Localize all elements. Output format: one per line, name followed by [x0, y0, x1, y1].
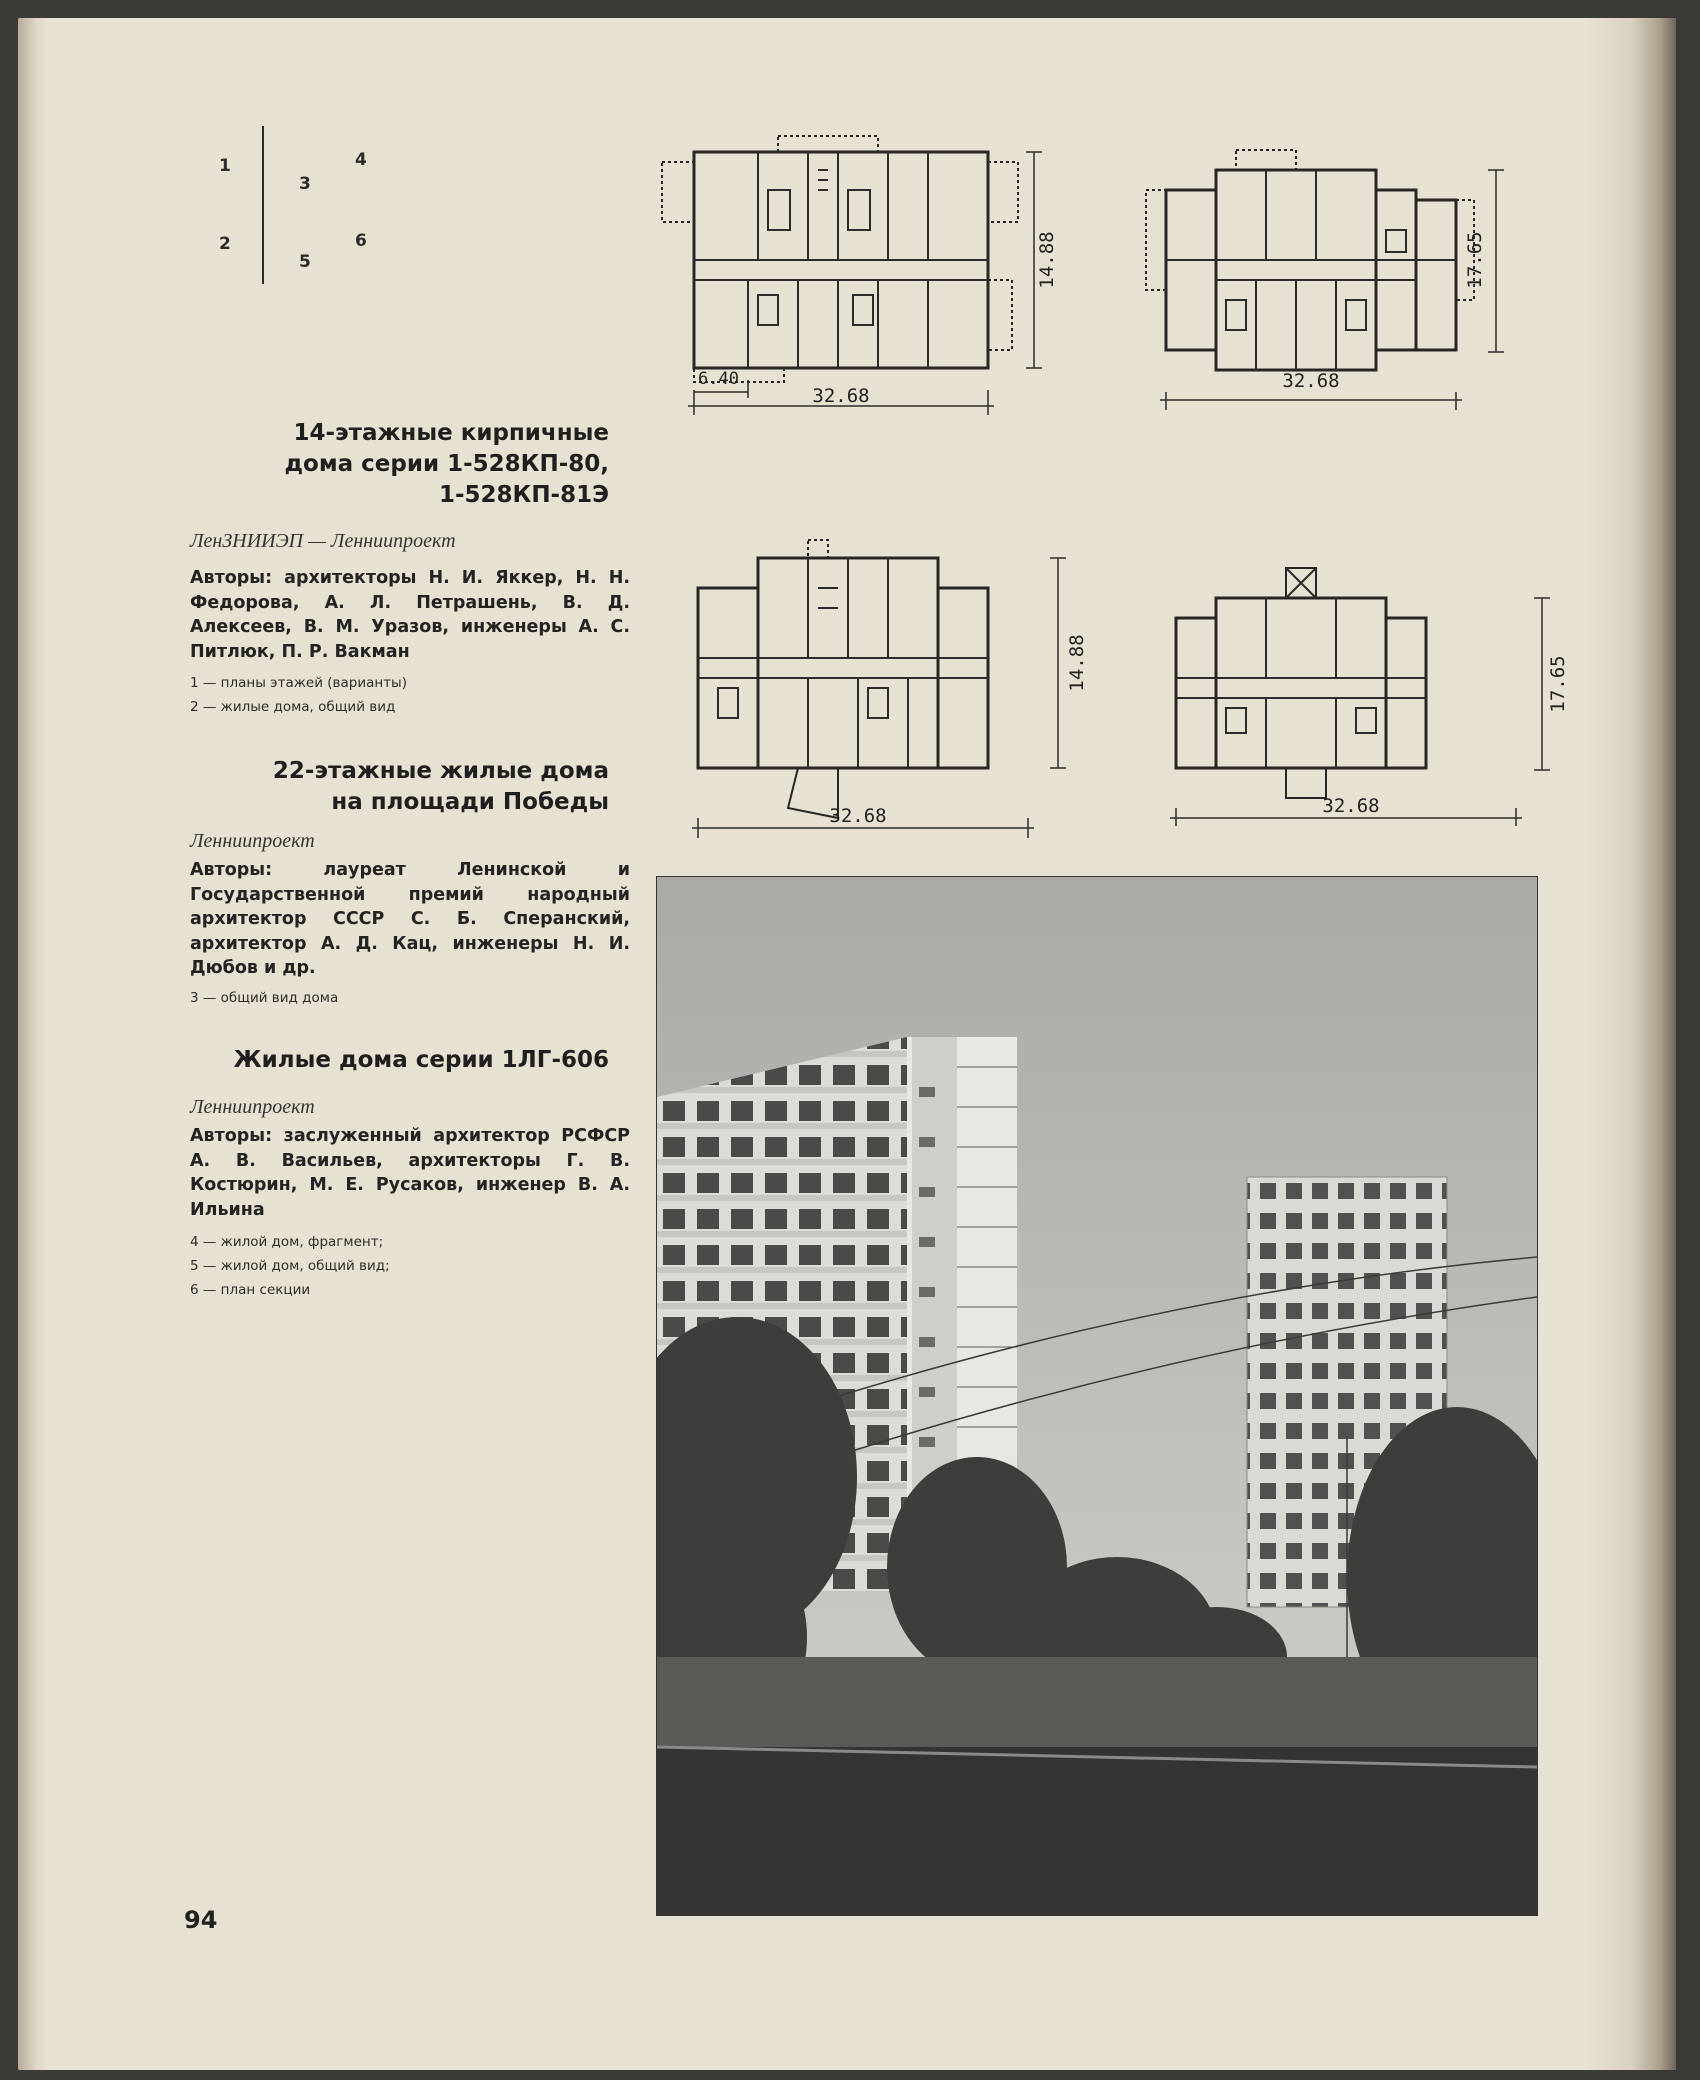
floor-plan-1	[658, 130, 1098, 430]
building-photo	[656, 876, 1538, 1916]
plan-2-width-label: 32.68	[1282, 370, 1340, 392]
section-1-title: 14-этажные кирпичные дома серии 1-528КП-80, 1-528КП-81Э	[284, 420, 609, 508]
section-3-caption-2: 5 — жилой дом, общий вид;	[190, 1258, 390, 1274]
section-2-organization: Ленниипроект	[190, 830, 315, 852]
section-2-caption-1: 3 — общий вид дома	[190, 990, 339, 1006]
floor-plan-3	[658, 528, 1098, 848]
legend-number-1: 1	[219, 156, 231, 176]
page-number: 94	[184, 1906, 218, 1934]
section-1-organization: ЛенЗНИИЭП — Ленниипроект	[190, 530, 456, 552]
legend-number-5: 5	[299, 252, 311, 272]
page-gutter-shadow	[18, 18, 48, 2070]
section-2-title: 22-этажные жилые дома на площади Победы	[272, 758, 609, 815]
book-page	[18, 18, 1676, 2070]
plan-1-width-label: 32.68	[812, 385, 870, 407]
section-3-caption-1: 4 — жилой дом, фрагмент;	[190, 1234, 384, 1250]
legend-divider	[262, 126, 264, 284]
section-2-authors: Авторы: лауреат Ленинской и Государственной премий народный архитектор СССР С. Б. Сперанский, архитектор А. Д. Кац, инженеры Н. И. Дюбов и др.	[190, 860, 630, 978]
section-3-title: Жилые дома серии 1ЛГ-606	[233, 1047, 609, 1073]
plan-1-extra-label: 6.40	[698, 369, 739, 389]
section-1-authors: Авторы: архитекторы Н. И. Яккер, Н. Н. Федорова, А. Л. Петрашень, В. Д. Алексеев, В. М. Уразов, инженеры А. С. Питлюк, П. Р. Вакман	[190, 568, 630, 662]
legend-number-3: 3	[299, 174, 311, 194]
section-1-caption-2: 2 — жилые дома, общий вид	[190, 699, 396, 715]
section-3-authors: Авторы: заслуженный архитектор РСФСР А. В. Васильев, архитекторы Г. В. Костюрин, М. Е. Русаков, инженер В. А. Ильина	[190, 1126, 630, 1220]
floor-plan-4	[1136, 558, 1576, 848]
plan-1-depth-label: 14.88	[1036, 231, 1058, 289]
legend-number-6: 6	[355, 231, 367, 251]
section-1-caption-1: 1 — планы этажей (варианты)	[190, 675, 407, 691]
plan-3-width-label: 32.68	[829, 805, 887, 827]
legend-number-4: 4	[355, 150, 367, 170]
section-3-organization: Ленниипроект	[190, 1096, 315, 1118]
plan-3-depth-label: 14.88	[1066, 634, 1088, 692]
plan-2-depth-label: 17.65	[1464, 231, 1486, 289]
plan-4-width-label: 32.68	[1322, 795, 1380, 817]
legend-number-2: 2	[219, 234, 231, 254]
plan-4-depth-label: 17.65	[1547, 655, 1569, 713]
section-3-caption-3: 6 — план секции	[190, 1282, 311, 1298]
floor-plan-2	[1136, 130, 1576, 430]
book-spine-shadow	[1586, 18, 1676, 2070]
